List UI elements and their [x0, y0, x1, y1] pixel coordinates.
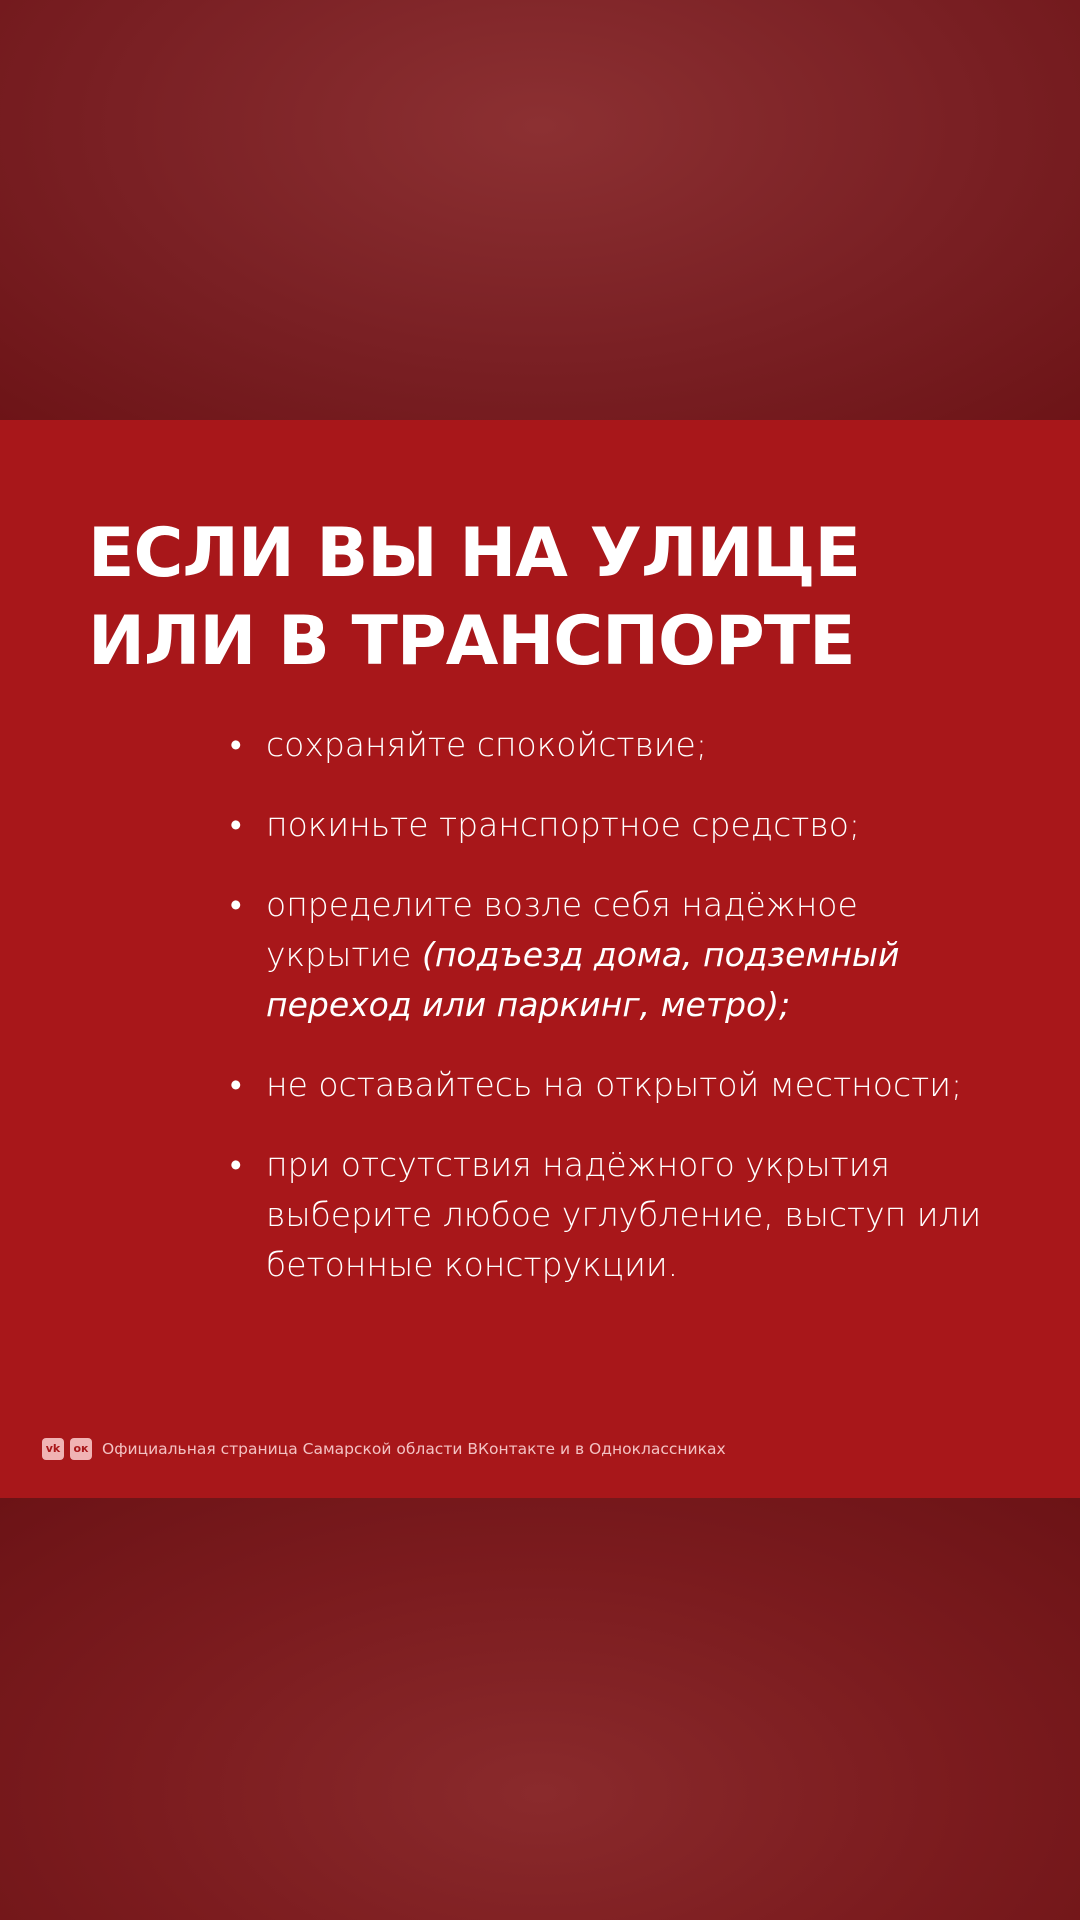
list-item	[230, 1060, 990, 1110]
advice-list	[230, 720, 990, 1320]
list-item	[230, 880, 990, 1030]
list-item	[230, 800, 990, 850]
card-title-line-1: ЕСЛИ ВЫ НА УЛИЦЕ	[88, 514, 860, 593]
list-item-emphasis: (подъезд дома, подземный переход или паркинг, метро);	[266, 935, 900, 1024]
list-item-text: покиньте транспортное средство;	[266, 805, 861, 844]
footer	[42, 1438, 726, 1460]
list-item	[230, 1140, 990, 1290]
bullet-icon: •	[230, 805, 242, 844]
bullet-icon: •	[230, 885, 242, 924]
odnoklassniki-icon[interactable]: ок	[70, 1438, 92, 1460]
background-top	[0, 0, 1080, 420]
list-item	[230, 720, 990, 770]
footer-text: Официальная страница Самарской области ВКонтакте и в Одноклассниках	[102, 1440, 726, 1458]
bullet-icon: •	[230, 725, 242, 764]
card-title-line-2: ИЛИ В ТРАНСПОРТЕ	[88, 602, 855, 681]
info-card	[0, 420, 1080, 1498]
list-item-text: при отсутствия надёжного укрытия выберите любое углубление, выступ или бетонные конструкции.	[266, 1145, 982, 1284]
card-title	[88, 510, 1008, 686]
bullet-icon: •	[230, 1145, 242, 1184]
bullet-icon: •	[230, 1065, 242, 1104]
list-item-text: сохраняйте спокойствие;	[266, 725, 707, 764]
list-item-text: определите возле себя надёжное укрытие	[266, 885, 858, 974]
background-bottom	[0, 1498, 1080, 1920]
list-item-text: не оставайтесь на открытой местности;	[266, 1065, 963, 1104]
vk-icon[interactable]: vk	[42, 1438, 64, 1460]
